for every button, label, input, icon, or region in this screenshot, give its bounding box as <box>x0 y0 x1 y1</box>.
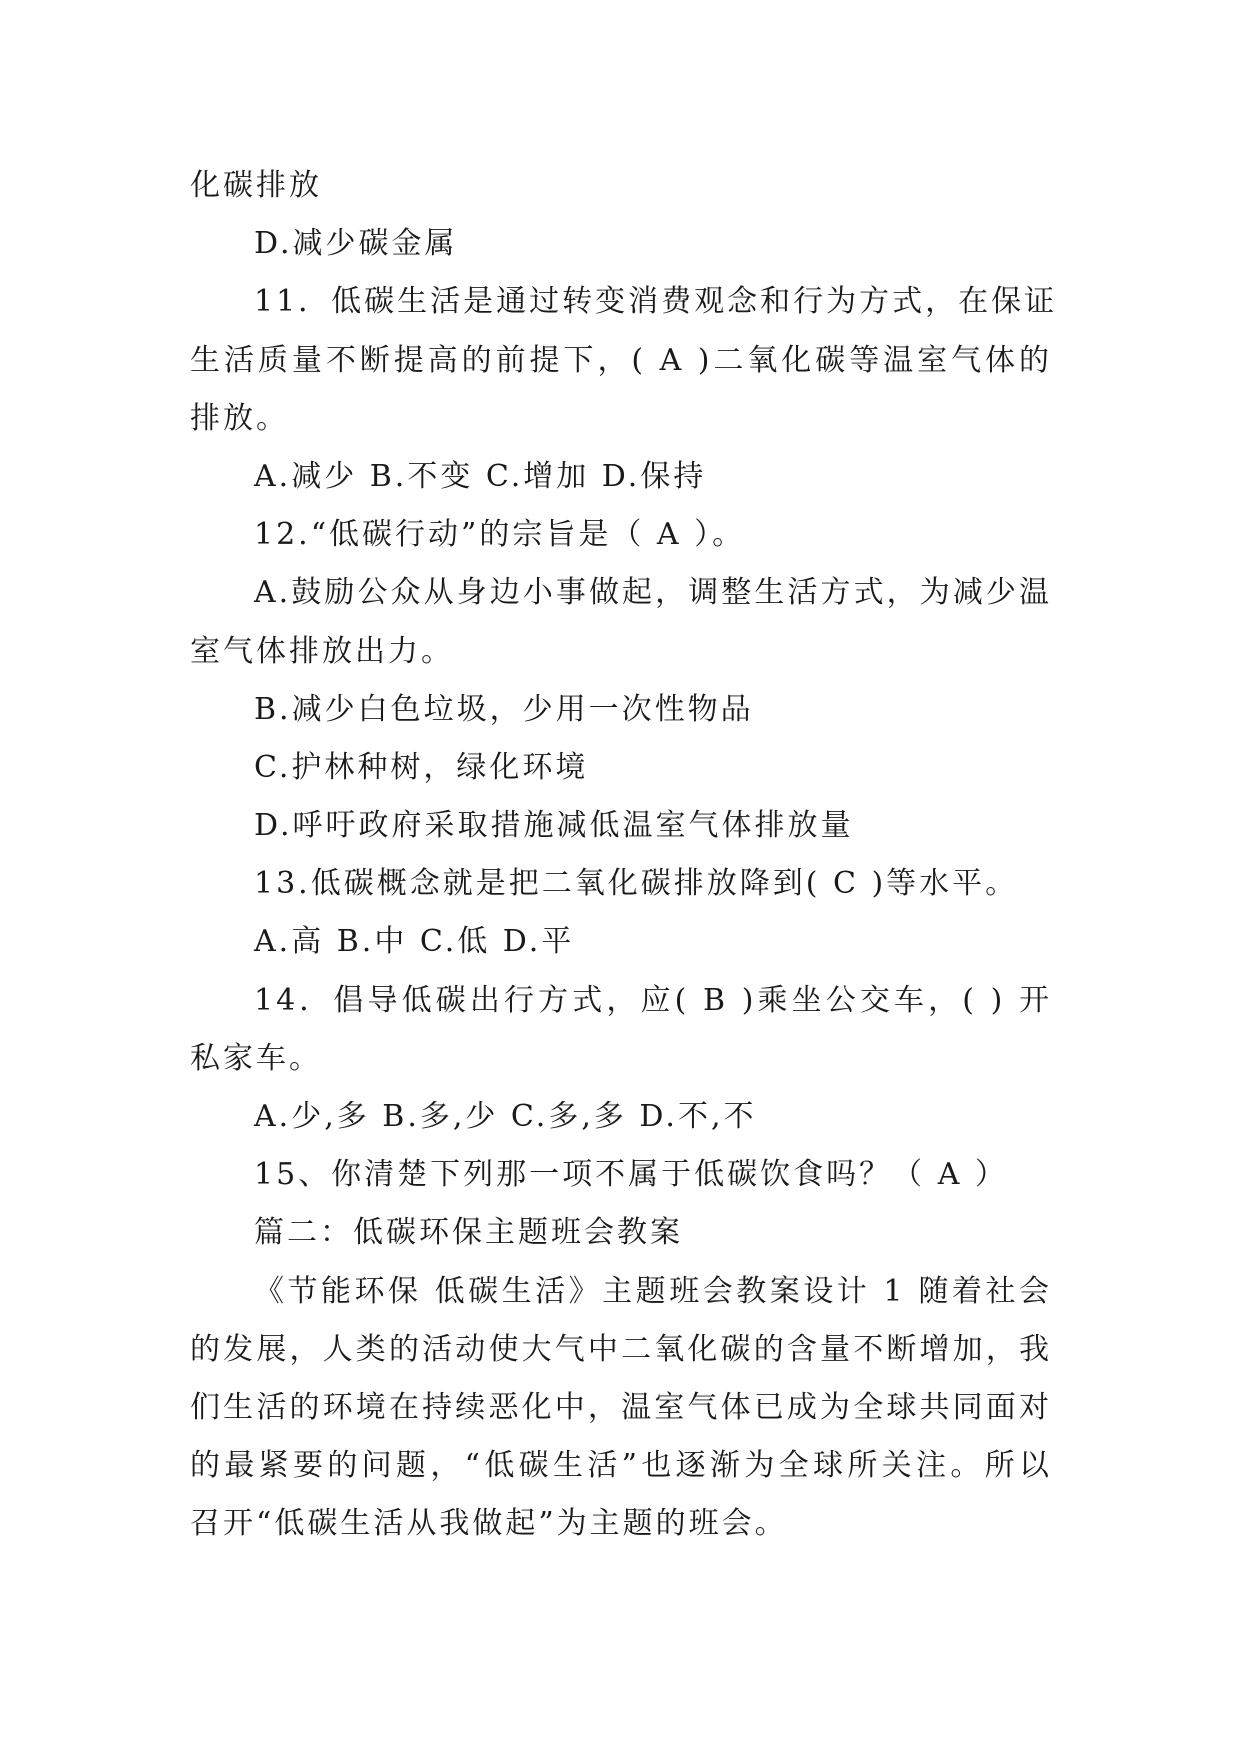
text-line: 13.低碳概念就是把二氧化碳排放降到( C )等水平。 <box>254 866 1019 902</box>
text-line: A.鼓励公众从身边小事做起，调整生活方式，为减少温 <box>254 575 1052 611</box>
text-line: 篇二：低碳环保主题班会教案 <box>254 1215 683 1251</box>
text-line: A.高 B.中 C.低 D.平 <box>254 924 575 960</box>
text-line: D.呼吁政府采取措施减低温室气体排放量 <box>254 808 854 844</box>
text-line: D.减少碳金属 <box>254 226 458 262</box>
text-line: 11．低碳生活是通过转变消费观念和行为方式，在保证 <box>254 284 1058 320</box>
text-line: 生活质量不断提高的前提下，( A )二氧化碳等温室气体的 <box>190 342 1052 378</box>
text-line: 们生活的环境在持续恶化中，温室气体已成为全球共同面对 <box>190 1389 1052 1425</box>
text-line: 的最紧要的问题，“低碳生活”也逐渐为全球所关注。所以 <box>190 1448 1052 1484</box>
text-line: 排放。 <box>190 400 289 436</box>
text-line: C.护林种树，绿化环境 <box>254 749 589 785</box>
text-line: 私家车。 <box>190 1040 322 1076</box>
text-line: B.减少白色垃圾，少用一次性物品 <box>254 691 754 727</box>
text-line: 《节能环保 低碳生活》主题班会教案设计 1 随着社会 <box>254 1273 1052 1309</box>
text-line: 14．倡导低碳出行方式，应( B )乘坐公交车，( ) 开 <box>254 982 1052 1018</box>
text-line: 15、你清楚下列那一项不属于低碳饮食吗？（ A ） <box>254 1157 1008 1193</box>
text-line: A.少,多 B.多,少 C.多,多 D.不,不 <box>254 1099 757 1134</box>
document-body <box>190 157 1058 1554</box>
text-line: 的发展，人类的活动使大气中二氧化碳的含量不断增加，我 <box>190 1331 1052 1367</box>
text-line: 12.“低碳行动”的宗旨是（ A ）。 <box>254 517 746 553</box>
text-line: 化碳排放 <box>190 168 322 203</box>
text-line: A.减少 B.不变 C.增加 D.保持 <box>254 458 707 494</box>
text-line: 室气体排放出力。 <box>190 633 454 669</box>
text-line: 召开“低碳生活从我做起”为主题的班会。 <box>190 1506 788 1542</box>
